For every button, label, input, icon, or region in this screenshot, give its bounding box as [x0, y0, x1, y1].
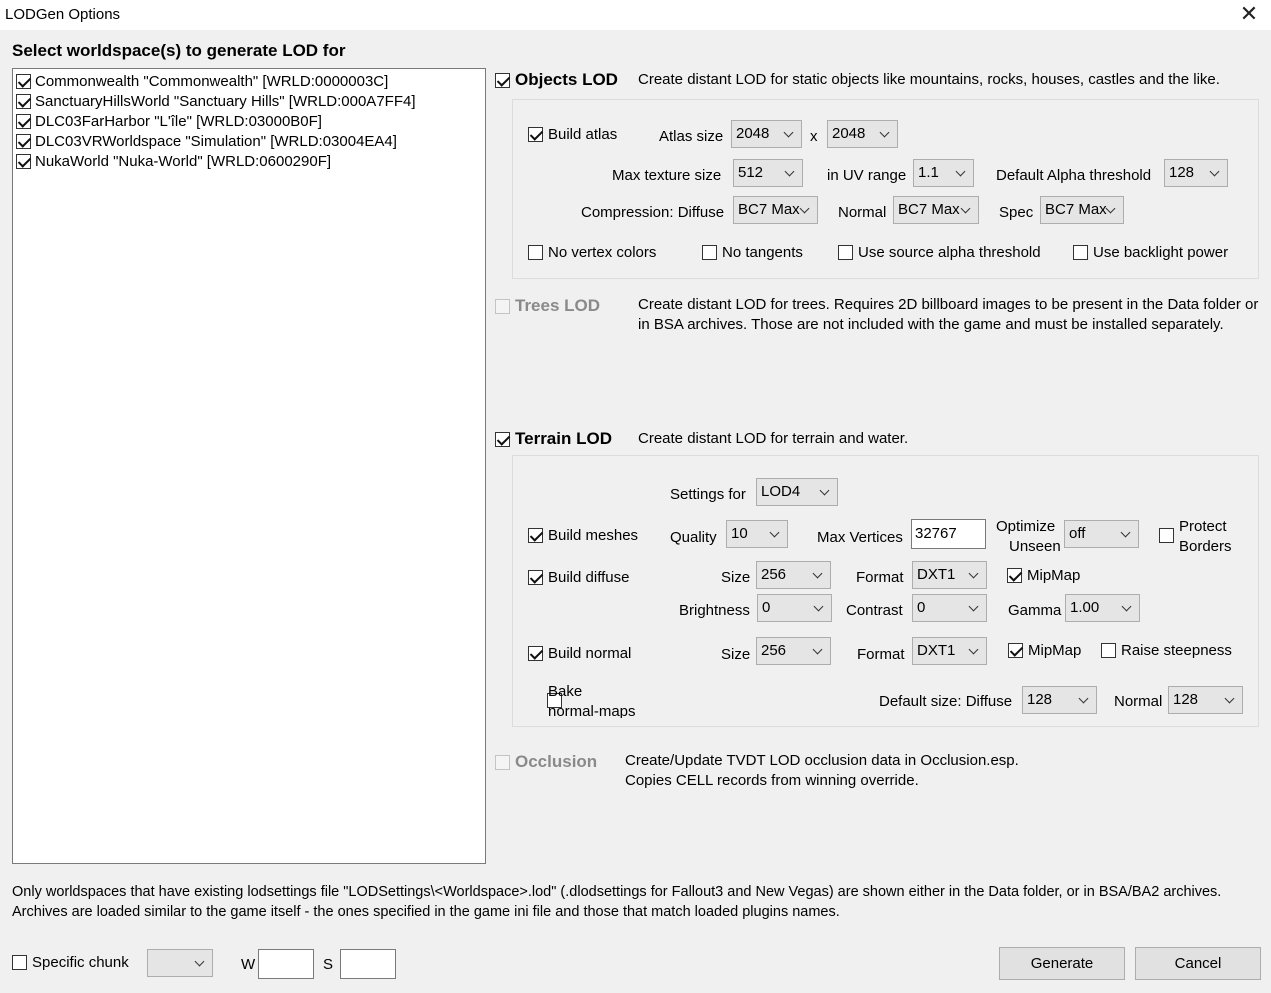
specific-chunk-label: Specific chunk [32, 954, 129, 971]
normal-mipmap-checkbox[interactable] [1008, 643, 1023, 658]
footer-note-line2: Archives are loaded similar to the game itself - the ones specified in the game ini file and those that match loaded plugins names. [12, 904, 840, 920]
generate-button[interactable]: Generate [999, 947, 1125, 980]
w-input[interactable] [258, 949, 314, 979]
diffuse-size-label: Size [721, 569, 751, 586]
chevron-down-icon [967, 595, 981, 621]
normal-format-label: Format [857, 646, 905, 663]
compression-normal-select[interactable] [893, 196, 979, 224]
alpha-threshold-label: Default Alpha threshold [996, 167, 1152, 184]
worldspace-list[interactable] [12, 68, 486, 864]
s-input[interactable] [340, 949, 396, 979]
build-diffuse-toggle[interactable] [528, 569, 629, 586]
chevron-down-icon [967, 638, 981, 664]
build-atlas-checkbox[interactable] [528, 127, 543, 142]
no-vertex-colors-label: No vertex colors [548, 244, 657, 261]
normal-size-label: Size [721, 646, 751, 663]
compression-normal-value: BC7 Max [898, 201, 960, 218]
diffuse-format-value: DXT1 [917, 566, 956, 583]
normal-size-select[interactable] [756, 637, 831, 665]
default-normal-value: 128 [1173, 691, 1199, 708]
build-normal-toggle[interactable] [528, 645, 631, 662]
compression-diffuse-label: Compression: Diffuse [581, 204, 725, 221]
gamma-label: Gamma [1008, 602, 1062, 619]
use-source-alpha-label: Use source alpha threshold [858, 244, 1041, 261]
alpha-threshold-value: 128 [1169, 164, 1195, 181]
quality-value: 10 [731, 525, 748, 542]
worldspace-label: DLC03VRWorldspace "Simulation" [WRLD:03004EA4] [35, 132, 397, 150]
build-meshes-checkbox[interactable] [528, 528, 543, 543]
atlas-width-value: 2048 [736, 125, 770, 142]
trees-lod-title: Trees LOD [515, 296, 601, 315]
build-atlas-label: Build atlas [548, 126, 618, 143]
chevron-down-icon [1104, 197, 1118, 223]
diffuse-format-select[interactable] [912, 561, 987, 589]
chevron-down-icon [1223, 687, 1237, 713]
use-backlight-checkbox[interactable] [1073, 245, 1088, 260]
occlusion-title: Occlusion [515, 752, 598, 771]
terrain-lod-group [512, 455, 1259, 727]
chevron-down-icon [818, 479, 832, 505]
optimize-label-line2: Unseen [1009, 538, 1061, 555]
specific-chunk-checkbox[interactable] [12, 955, 27, 970]
normal-mipmap-toggle[interactable] [1008, 642, 1081, 659]
worldspace-item[interactable] [16, 91, 416, 111]
s-label: S [323, 956, 334, 973]
occlusion-toggle[interactable] [495, 752, 597, 772]
compression-spec-select[interactable] [1040, 196, 1124, 224]
worldspace-item[interactable] [16, 151, 331, 171]
window-title: LODGen Options [5, 6, 121, 23]
objects-lod-toggle[interactable] [495, 70, 618, 90]
worldspace-label: NukaWorld "Nuka-World" [WRLD:0600290F] [35, 152, 332, 170]
trees-lod-toggle[interactable] [495, 296, 600, 316]
chevron-down-icon [812, 595, 826, 621]
compression-spec-label: Spec [999, 204, 1034, 221]
use-backlight-label: Use backlight power [1093, 244, 1229, 261]
build-meshes-toggle[interactable] [528, 527, 638, 544]
build-normal-checkbox[interactable] [528, 646, 543, 661]
max-texture-label: Max texture size [612, 167, 722, 184]
occlusion-description-line2: Copies CELL records from winning override. [625, 772, 919, 789]
normal-format-value: DXT1 [917, 642, 956, 659]
contrast-label: Contrast [846, 602, 903, 619]
raise-steepness-label: Raise steepness [1121, 642, 1232, 659]
worldspace-item[interactable] [16, 71, 388, 91]
cancel-button[interactable]: Cancel [1135, 947, 1261, 980]
objects-lod-checkbox[interactable] [495, 73, 510, 88]
chevron-down-icon [193, 950, 207, 976]
build-atlas-toggle[interactable] [528, 126, 617, 143]
title-bar [0, 0, 1271, 30]
worldspace-item[interactable] [16, 111, 322, 131]
uv-range-label: in UV range [827, 167, 907, 184]
protect-borders-checkbox[interactable] [1159, 528, 1174, 543]
no-vertex-colors-checkbox[interactable] [528, 245, 543, 260]
worldspace-checkbox[interactable] [16, 114, 31, 129]
bake-normal-maps-label-line1: Bake [548, 683, 583, 700]
compression-normal-label: Normal [838, 204, 887, 221]
occlusion-description-line1: Create/Update TVDT LOD occlusion data in Occlusion.esp. [625, 752, 1019, 769]
close-icon[interactable]: ✕ [1239, 2, 1259, 27]
max-texture-select[interactable] [733, 159, 803, 187]
chevron-down-icon [782, 121, 796, 147]
contrast-select[interactable] [912, 594, 987, 622]
diffuse-mipmap-label: MipMap [1027, 567, 1081, 584]
w-label: W [241, 956, 256, 973]
compression-diffuse-value: BC7 Max [738, 201, 800, 218]
objects-lod-title: Objects LOD [515, 70, 618, 89]
use-backlight-toggle[interactable] [1073, 244, 1228, 261]
normal-size-value: 256 [761, 642, 787, 659]
max-vertices-input[interactable]: 32767 [911, 519, 986, 549]
alpha-threshold-select[interactable] [1164, 159, 1228, 187]
worldspace-heading: Select worldspace(s) to generate LOD for [12, 41, 346, 60]
objects-lod-description: Create distant LOD for static objects like mountains, rocks, houses, castles and the like. [638, 71, 1220, 88]
no-vertex-colors-toggle[interactable] [528, 244, 656, 261]
compression-spec-value: BC7 Max [1045, 201, 1107, 218]
chunk-select[interactable] [147, 949, 213, 977]
chevron-down-icon [1119, 521, 1133, 547]
atlas-size-label: Atlas size [659, 128, 724, 145]
normal-format-select[interactable] [912, 637, 987, 665]
settings-for-value: LOD4 [761, 483, 801, 500]
no-tangents-checkbox[interactable] [702, 245, 717, 260]
terrain-lod-checkbox[interactable] [495, 432, 510, 447]
chevron-down-icon [1208, 160, 1222, 186]
default-diffuse-select[interactable] [1022, 686, 1097, 714]
uv-range-select[interactable] [913, 159, 974, 187]
atlas-x-label: x [810, 128, 818, 145]
normal-mipmap-label: MipMap [1028, 642, 1082, 659]
diffuse-size-value: 256 [761, 566, 787, 583]
chevron-down-icon [954, 160, 968, 186]
chevron-down-icon [1077, 687, 1091, 713]
build-diffuse-label: Build diffuse [548, 569, 630, 586]
build-meshes-label: Build meshes [548, 527, 639, 544]
footer-note-line1: Only worldspaces that have existing lodsettings file "LODSettings\<Worldspace>.lod" (.dlodsettings for Fallout3 and New Vegas) are shown either in the Data folder, or in BSA/BA2 archives. [12, 884, 1222, 900]
worldspace-checkbox[interactable] [16, 154, 31, 169]
optimize-unseen-value: off [1069, 525, 1086, 542]
protect-borders-label-line1: Protect [1179, 518, 1227, 535]
chevron-down-icon [811, 562, 825, 588]
worldspace-label: SanctuaryHillsWorld "Sanctuary Hills" [WRLD:000A7FF4] [35, 92, 416, 110]
no-tangents-label: No tangents [722, 244, 803, 261]
max-texture-value: 512 [738, 164, 764, 181]
settings-for-label: Settings for [670, 486, 746, 503]
no-tangents-toggle[interactable] [702, 244, 803, 261]
protect-borders-label-line2: Borders [1179, 538, 1232, 555]
default-normal-select[interactable] [1168, 686, 1243, 714]
build-normal-label: Build normal [548, 645, 632, 662]
worldspace-checkbox[interactable] [16, 74, 31, 89]
atlas-width-select[interactable] [731, 120, 802, 148]
specific-chunk-toggle[interactable] [12, 954, 129, 971]
chevron-down-icon [1120, 595, 1134, 621]
worldspace-checkbox[interactable] [16, 134, 31, 149]
default-size-diffuse-label: Default size: Diffuse [879, 693, 1013, 710]
trees-lod-description-line1: Create distant LOD for trees. Requires 2D billboard images to be present in the Data folder or [638, 296, 1259, 313]
optimize-unseen-select[interactable] [1064, 520, 1139, 548]
brightness-label: Brightness [679, 602, 750, 619]
raise-steepness-toggle[interactable] [1101, 642, 1232, 659]
settings-for-select[interactable] [756, 478, 838, 506]
raise-steepness-checkbox[interactable] [1101, 643, 1116, 658]
chevron-down-icon [967, 562, 981, 588]
bake-normal-maps-label-line2: normal-maps [548, 703, 636, 718]
quality-label: Quality [670, 529, 717, 546]
default-normal-label: Normal [1114, 693, 1163, 710]
terrain-lod-title: Terrain LOD [515, 429, 612, 448]
quality-select[interactable] [726, 520, 788, 548]
brightness-select[interactable] [757, 594, 832, 622]
chevron-down-icon [768, 521, 782, 547]
worldspace-item[interactable] [16, 131, 397, 151]
trees-lod-checkbox[interactable] [495, 299, 510, 314]
build-diffuse-checkbox[interactable] [528, 570, 543, 585]
contrast-value: 0 [917, 599, 926, 616]
atlas-height-select[interactable] [827, 120, 898, 148]
diffuse-mipmap-toggle[interactable] [1007, 567, 1080, 584]
default-diffuse-value: 128 [1027, 691, 1053, 708]
use-source-alpha-toggle[interactable] [838, 244, 1041, 261]
chevron-down-icon [811, 638, 825, 664]
compression-diffuse-select[interactable] [733, 196, 818, 224]
worldspace-label: DLC03FarHarbor "L'île" [WRLD:03000B0F] [35, 112, 322, 130]
chevron-down-icon [798, 197, 812, 223]
gamma-select[interactable] [1065, 594, 1140, 622]
trees-lod-description-line2: in BSA archives. Those are not included with the game and must be installed separately. [638, 316, 1224, 333]
gamma-value: 1.00 [1070, 599, 1100, 616]
occlusion-checkbox[interactable] [495, 755, 510, 770]
chevron-down-icon [959, 197, 973, 223]
uv-range-value: 1.1 [918, 164, 939, 181]
diffuse-format-label: Format [856, 569, 904, 586]
max-vertices-label: Max Vertices [817, 529, 903, 546]
worldspace-checkbox[interactable] [16, 94, 31, 109]
terrain-lod-description: Create distant LOD for terrain and water. [638, 430, 909, 447]
optimize-label-line1: Optimize [996, 518, 1056, 535]
diffuse-mipmap-checkbox[interactable] [1007, 568, 1022, 583]
terrain-lod-toggle[interactable] [495, 429, 612, 449]
atlas-height-value: 2048 [832, 125, 866, 142]
worldspace-label: Commonwealth "Commonwealth" [WRLD:0000003C] [35, 72, 389, 90]
use-source-alpha-checkbox[interactable] [838, 245, 853, 260]
diffuse-size-select[interactable] [756, 561, 831, 589]
chevron-down-icon [878, 121, 892, 147]
brightness-value: 0 [762, 599, 771, 616]
chevron-down-icon [783, 160, 797, 186]
